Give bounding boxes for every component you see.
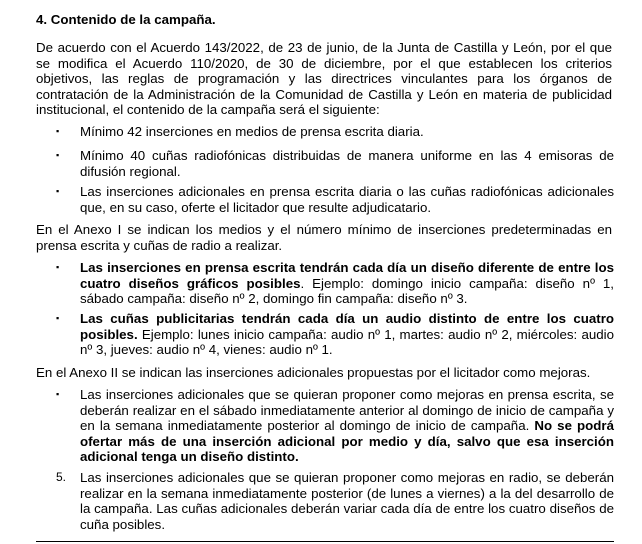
list-item-text: Las inserciones adicionales que se quieran proponer como mejoras en radio, se deberán realizar en la semana inmediatamente posterior (de lunes a viernes) a la del desarrollo de la campaña. Las cuñas adicionales deberán variar cada día de entre los cuatro diseños de cuña posibles.	[80, 470, 614, 532]
list-item	[56, 387, 614, 465]
bullet-icon: ▪	[56, 262, 60, 272]
list-item	[56, 148, 614, 179]
intro-paragraph: De acuerdo con el Acuerdo 143/2022, de 23 de junio, de la Junta de Castilla y León, por el que se modifica el Acuerdo 110/2020, de 30 de diciembre, por el que establecen los criterios objetivos, las reglas de programación y las directrices vinculantes para los órganos de contratación de la Administración de la Comunidad de Castilla y León en materia de publicidad institucional, el contenido de la campaña será el siguiente:	[36, 40, 612, 118]
bullet-icon: ▪	[56, 186, 60, 196]
list-item	[56, 184, 614, 215]
example-text: . Ejemplo: domingo inicio campaña: diseño nº 1, sábado campaña: diseño nº 2, domingo fin campaña: diseño nº 3.	[80, 275, 615, 307]
bullet-icon: ▪	[56, 313, 60, 323]
list-item	[56, 470, 614, 532]
emphasis-text: No se podrá ofertar más de una inserción adicional por medio y día, salvo que esa inserción adicional tenga un diseño distinto.	[80, 418, 614, 465]
list-item-text	[80, 260, 614, 307]
emphasis-text: Las inserciones en prensa escrita tendrán cada día un diseño diferente de entre los cuatro diseños gráficos posibles	[80, 260, 614, 291]
list-item	[56, 124, 614, 140]
bullet-icon: ▪	[56, 389, 60, 399]
list-item-text	[80, 311, 614, 358]
annex1-paragraph: En el Anexo I se indican los medios y el número mínimo de inserciones predeterminadas en prensa escrita y cuñas de radio a realizar.	[36, 222, 612, 253]
list-item-text	[80, 387, 614, 465]
bullet-icon: ▪	[56, 126, 60, 136]
bullet-icon: ▪	[56, 150, 60, 160]
list-item-text: Las inserciones adicionales en prensa escrita diaria o las cuñas radiofónicas adicionales que, en su caso, oferte el licitador que resulte adjudicatario.	[80, 184, 614, 215]
list-item	[56, 311, 614, 358]
example-text: Ejemplo: lunes inicio campaña: audio nº 1, martes: audio nº 2, miércoles: audio nº 3, jueves: audio nº 4, vienes: audio nº 1.	[80, 326, 614, 358]
list-item-text: Mínimo 42 inserciones en medios de prensa escrita diaria.	[80, 124, 424, 139]
plain-text: Las inserciones adicionales que se quieran proponer como mejoras en prensa escrita, se deberán realizar en el sábado inmediatamente anterior al domingo de inicio de campaña y en la semana inmediatamente posterior al domingo de inicio de campaña.	[80, 387, 614, 434]
annex2-paragraph: En el Anexo II se indican las inserciones adicionales propuestas por el licitador como mejoras.	[36, 365, 591, 380]
bottom-divider	[36, 541, 614, 542]
list-item-text: Mínimo 40 cuñas radiofónicas distribuidas de manera uniforme en las 4 emisoras de difusión regional.	[80, 148, 614, 179]
list-item	[56, 260, 614, 307]
list-number: 5.	[56, 470, 67, 484]
section-title: 4. Contenido de la campaña.	[36, 12, 216, 27]
emphasis-text: Las cuñas publicitarias tendrán cada día un audio distinto de entre los cuatro posibles.	[80, 311, 614, 342]
